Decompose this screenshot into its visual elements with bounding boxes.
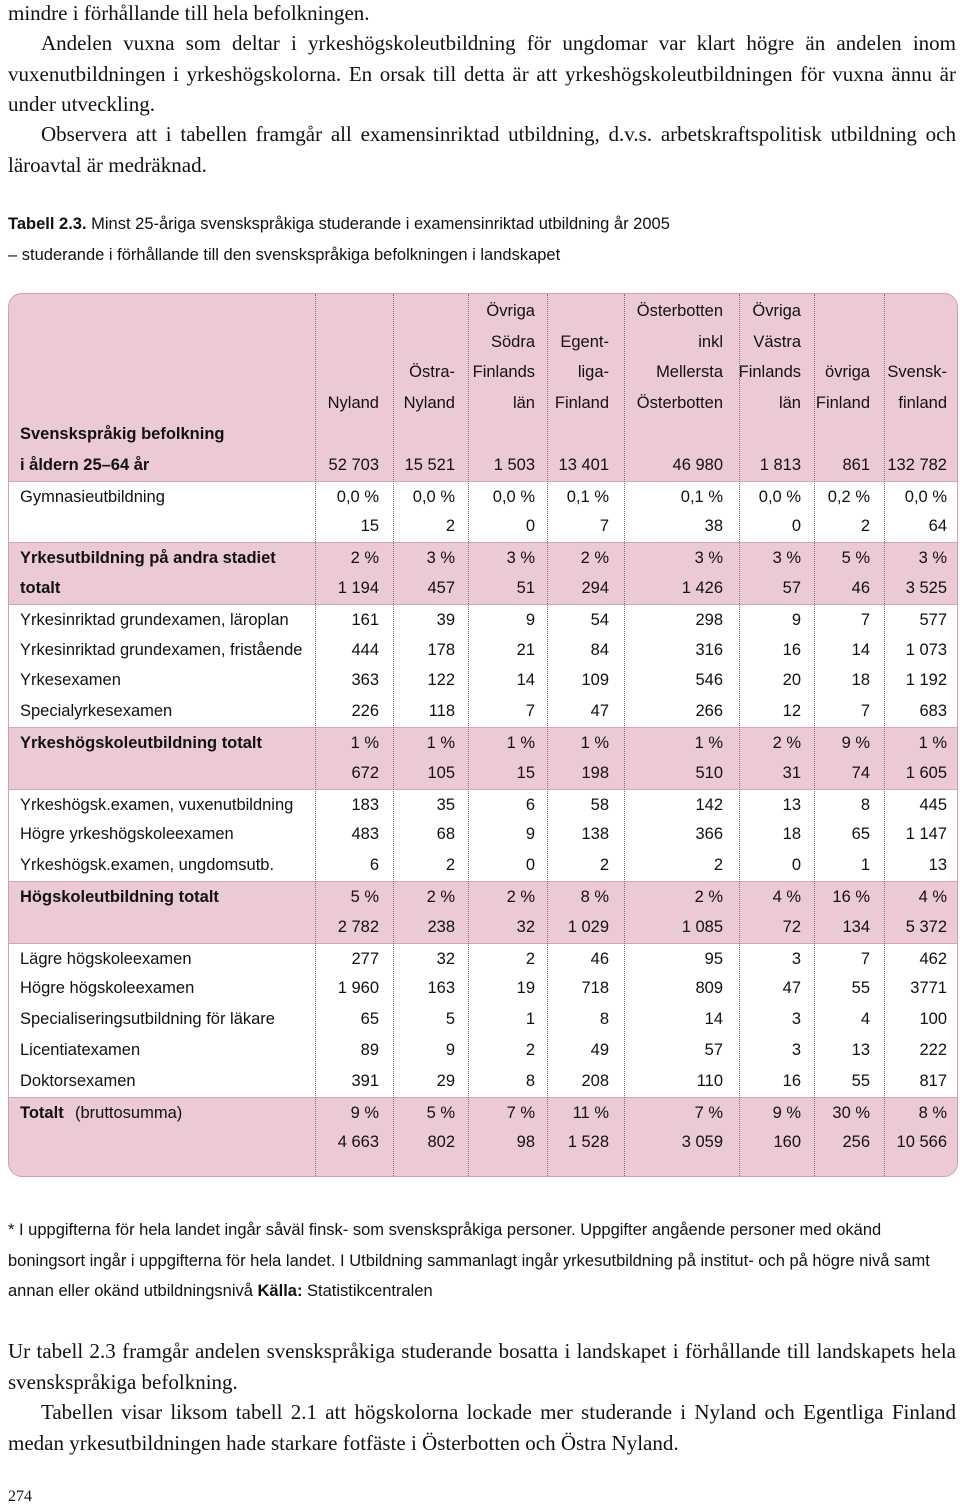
table-cell: 55 [851, 1071, 870, 1090]
table-cell: 1 [860, 856, 870, 875]
table-cell: 4 [860, 1010, 870, 1029]
column-divider [468, 294, 469, 1176]
table-cell: 64 [928, 517, 947, 536]
table-cell: 11 % [572, 1103, 609, 1122]
table-cell: 546 [695, 671, 723, 690]
column-divider [547, 294, 548, 1176]
table-cell: 4 % [772, 888, 801, 906]
table-cell: 8 [525, 1071, 535, 1090]
column-header [816, 294, 870, 419]
table-cell: 47 [782, 979, 801, 998]
table-cell: 238 [427, 917, 455, 936]
table-cell: 1 503 [493, 455, 535, 474]
table-cell: 1 073 [905, 640, 947, 659]
table-cell: 132 782 [887, 455, 947, 474]
table-cell: 38 [704, 517, 723, 536]
table-cell: 8 % [918, 1103, 947, 1122]
table-cell: 6 [369, 856, 379, 875]
table-cell: 21 [516, 640, 535, 659]
table-cell: 4 % [918, 888, 947, 906]
table-cell: 57 [704, 1041, 723, 1059]
table-cell: 366 [695, 825, 723, 844]
table-cell: 39 [436, 610, 455, 629]
table-cell: 110 [696, 1071, 723, 1090]
table-cell: 226 [351, 702, 379, 721]
table-cell: 1 % [506, 734, 535, 752]
column-header [328, 294, 379, 419]
table-cell: 809 [695, 979, 723, 998]
table-cell: 18 [782, 825, 801, 844]
table-cell: 7 [860, 702, 870, 721]
row-label: Yrkeshögskoleutbildning totalt [20, 734, 263, 752]
row-label: Yrkeshögsk.examen, vuxenutbildning [20, 795, 294, 814]
column-header-line: övriga [825, 363, 870, 382]
table-cell: 2 [713, 856, 723, 875]
table-cell: 2 % [350, 549, 379, 568]
column-header [739, 294, 801, 419]
page-number: 274 [8, 1488, 32, 1505]
intro-line: mindre i förhållande till hela befolkningen. [8, 1, 370, 25]
column-header-line: Södra [490, 332, 535, 351]
row-label: Specialyrkesexamen [20, 702, 173, 721]
column-divider [814, 294, 815, 1176]
table-cell: 3 [791, 949, 801, 968]
column-header [404, 294, 455, 419]
table-cell: 0,2 % [827, 487, 870, 506]
table-cell: 9 % [350, 1103, 379, 1122]
table-cell: 109 [581, 671, 609, 690]
row-label: Yrkesutbildning på andra stadiet [20, 549, 276, 568]
table-cell: 1 % [350, 734, 379, 752]
table-cell: 9 [791, 610, 801, 629]
table-cell: 32 [436, 949, 455, 968]
table-cell: 2 % [772, 734, 801, 752]
table-cell: 363 [351, 671, 379, 690]
table-cell: 15 521 [404, 455, 455, 474]
table-cell: 2 [445, 856, 455, 875]
table-cell: 2 [525, 949, 535, 968]
column-header-line: Mellersta [656, 363, 723, 382]
row-label: totalt [20, 579, 61, 597]
table-cell: 316 [695, 640, 723, 659]
table-cell: 462 [919, 949, 947, 968]
column-header-line: Österbotten [636, 394, 723, 413]
table-cell: 74 [851, 763, 870, 782]
table-cell: 2 % [580, 549, 609, 568]
table-cell: 2 [860, 517, 870, 536]
table-cell: 89 [360, 1041, 379, 1059]
table-cell: 0,0 % [904, 487, 947, 506]
table-caption [8, 209, 958, 240]
table-cell: 32 [516, 917, 535, 936]
statistics-table [8, 293, 958, 1177]
column-header-line: Österbotten [636, 301, 723, 320]
table-cell: 29 [436, 1071, 455, 1090]
table-cell: 0,0 % [336, 487, 379, 506]
intro-paragraph-note: Observera att i tabellen framgår all examensinriktad utbildning, d.v.s. arbetskraftspolitisk utbildning och läroavtal är medräknad. [8, 122, 956, 177]
table-cell: 802 [427, 1133, 455, 1152]
row-label: Yrkeshögsk.examen, ungdomsutb. [20, 856, 275, 875]
table-cell: 118 [428, 702, 455, 721]
table-cell: 47 [590, 702, 609, 721]
table-cell: 391 [351, 1071, 379, 1090]
row-label: Specialiseringsutbildning för läkare [20, 1010, 275, 1029]
table-cell: 13 [928, 856, 947, 875]
table-cell: 4 663 [337, 1133, 379, 1152]
table-cell: 5 % [426, 1103, 455, 1122]
table-cell: 100 [919, 1010, 947, 1029]
table-cell: 7 [599, 517, 609, 536]
table-cell: 1 528 [567, 1133, 609, 1152]
row-label: Högre högskoleexamen [20, 979, 195, 998]
table-cell: 8 % [580, 888, 609, 906]
row-label: Yrkesexamen [20, 671, 121, 690]
table-cell: 1 029 [567, 917, 609, 936]
table-cell: 718 [581, 979, 609, 998]
table-cell: 57 [782, 579, 801, 597]
table-cell: 0,0 % [492, 487, 535, 506]
table-cell: 58 [590, 795, 609, 814]
table-cell: 14 [516, 671, 535, 690]
table-cell: 1 960 [337, 979, 379, 998]
table-cell: 72 [782, 917, 801, 936]
table-cell: 577 [919, 610, 947, 629]
row-label: Högskoleutbildning totalt [20, 888, 219, 906]
table-cell: 13 [851, 1041, 870, 1059]
table-cell: 35 [436, 795, 455, 814]
table-cell: 6 [525, 795, 535, 814]
table-cell: 55 [851, 979, 870, 998]
table-cell: 5 % [841, 549, 870, 568]
table-cell: 18 [851, 671, 870, 690]
table-cell: 2 % [426, 888, 455, 906]
table-cell: 2 [599, 856, 609, 875]
table-cell: 15 [360, 517, 379, 536]
table-cell: 1 % [694, 734, 723, 752]
table-cell: 483 [351, 825, 379, 844]
table-cell: 3 [791, 1041, 801, 1059]
table-cell: 266 [695, 702, 723, 721]
column-header [555, 294, 609, 419]
table-cell: 14 [851, 640, 870, 659]
table-cell: 160 [773, 1133, 801, 1152]
row-label: i åldern 25–64 år [20, 455, 150, 474]
table-cell: 1 085 [681, 917, 723, 936]
row-label: Svenskspråkig befolkning [20, 425, 225, 443]
column-header-line: Finlands [738, 363, 801, 382]
table-cell: 19 [516, 979, 535, 998]
table-cell: 510 [695, 763, 723, 782]
table-cell: 163 [427, 979, 455, 998]
row-label-suffix: (bruttosumma) [75, 1103, 183, 1122]
table-cell: 1 147 [905, 825, 947, 844]
table-cell: 138 [581, 825, 609, 844]
column-divider [315, 294, 316, 1176]
table-cell: 65 [851, 825, 870, 844]
table-cell: 10 566 [896, 1133, 947, 1152]
table-cell: 3 059 [681, 1133, 723, 1152]
column-header-line: Finland [815, 394, 870, 413]
table-cell: 8 [599, 1010, 609, 1029]
table-cell: 9 [525, 825, 535, 844]
column-header-line: liga- [577, 363, 609, 382]
table-cell: 49 [590, 1041, 609, 1059]
table-caption-title: Minst 25-åriga svenskspråkiga studerande i examensinriktad utbildning år 2005 [86, 215, 670, 233]
table-cell: 9 [525, 610, 535, 629]
table-cell: 9 % [841, 734, 870, 752]
table-cell: 1 % [426, 734, 455, 752]
table-cell: 3 [791, 1010, 801, 1029]
source-label: Källa: [257, 1282, 303, 1300]
column-divider [739, 294, 740, 1176]
table-cell: 222 [919, 1041, 947, 1059]
table-cell: 2 % [694, 888, 723, 906]
table-cell: 52 703 [328, 455, 379, 474]
table-cell: 457 [427, 579, 455, 597]
table-cell: 3771 [910, 979, 947, 998]
table-cell: 31 [782, 763, 801, 782]
table-cell: 5 [445, 1010, 455, 1029]
column-header-line: Övriga [486, 301, 535, 320]
table-cell: 445 [919, 795, 947, 814]
table-cell: 7 [860, 949, 870, 968]
table-cell: 1 % [580, 734, 609, 752]
column-header-line: Svensk- [887, 363, 947, 382]
table-cell: 3 % [694, 549, 723, 568]
column-divider [393, 294, 394, 1176]
column-header-line: inkl [698, 332, 723, 351]
column-header [637, 294, 723, 419]
table-cell: 178 [427, 640, 455, 659]
table-cell: 2 782 [337, 917, 379, 936]
column-header-line: Finlands [472, 363, 535, 382]
column-header-line: Östra- [409, 363, 455, 382]
table-cell: 54 [590, 610, 609, 629]
table-cell: 30 % [832, 1103, 870, 1122]
table-cell: 3 % [426, 549, 455, 568]
table-cell: 817 [919, 1071, 947, 1090]
table-cell: 16 % [832, 888, 870, 906]
table-cell: 20 [782, 671, 801, 690]
column-header [473, 294, 535, 419]
table-cell: 13 401 [558, 455, 609, 474]
source-text: Statistikcentralen [302, 1282, 433, 1300]
column-header-line: län [512, 394, 535, 413]
table-cell: 0,0 % [758, 487, 801, 506]
table-cell: 1 194 [337, 579, 379, 597]
column-divider [884, 294, 885, 1176]
table-cell: 3 525 [905, 579, 947, 597]
table-cell: 98 [516, 1133, 535, 1152]
table-cell: 294 [581, 579, 609, 597]
table-cell: 3 % [772, 549, 801, 568]
table-cell: 68 [436, 825, 455, 844]
table-cell: 0 [525, 856, 535, 875]
table-cell: 683 [919, 702, 947, 721]
column-header-line: Övriga [752, 301, 801, 320]
table-cell: 13 [782, 795, 801, 814]
table-cell: 1 % [918, 734, 947, 752]
table-cell: 15 [516, 763, 535, 782]
table-cell: 65 [360, 1010, 379, 1029]
table-cell: 5 % [350, 888, 379, 906]
intro-paragraph: Andelen vuxna som deltar i yrkeshögskoleutbildning för ungdomar var klart högre än andelen inom vuxenutbildningen i yrkeshögskolorna. En orsak till detta är att yrkeshögskoleutbildningen för vuxna ännu är under utveckling. [8, 31, 956, 116]
row-label: Yrkesinriktad grundexamen, läroplan [20, 610, 289, 629]
table-footnote [8, 1215, 958, 1307]
table-cell: 95 [704, 949, 723, 968]
column-divider [624, 294, 625, 1176]
table-cell: 5 372 [905, 917, 947, 936]
outro-paragraph: Ur tabell 2.3 framgår andelen svenskspråkiga studerande bosatta i landskapet i förhållande till landskapets hela svenskspråkiga befolkning. [8, 1339, 956, 1394]
table-cell: 14 [704, 1010, 723, 1029]
table-cell: 7 % [694, 1103, 723, 1122]
row-label: Licentiatexamen [20, 1041, 141, 1059]
table-cell: 12 [782, 702, 801, 721]
footnote-text: * I uppgifterna för hela landet ingår såväl finsk- som svenskspråkiga personer. Uppgifter angående personer med okänd boningsort ingår i uppgifterna för hela landet. I Utbildning sammanlagt ingår yrkesutbildning på institut- och på högre nivå samt annan eller okänd utbildningsnivå [8, 1221, 930, 1300]
column-header [887, 294, 947, 419]
table-cell: 672 [351, 763, 379, 782]
table-cell: 16 [782, 640, 801, 659]
table-cell: 183 [351, 795, 379, 814]
table-cell: 122 [427, 671, 455, 690]
table-cell: 0 [791, 517, 801, 536]
table-cell: 444 [351, 640, 379, 659]
column-header-line: Egent- [560, 332, 609, 351]
row-label: Yrkesinriktad grundexamen, fristående [20, 640, 303, 659]
table-cell: 9 % [772, 1103, 801, 1122]
table-cell: 3 % [918, 549, 947, 568]
table-cell: 105 [427, 763, 455, 782]
table-cell: 9 [445, 1041, 455, 1059]
table-cell: 0 [525, 517, 535, 536]
table-cell: 46 980 [672, 455, 723, 474]
table-cell: 2 [525, 1041, 535, 1059]
table-cell: 0,1 % [680, 487, 723, 506]
row-label: Doktorsexamen [20, 1071, 136, 1090]
column-header-line: Finland [554, 394, 609, 413]
table-cell: 16 [782, 1071, 801, 1090]
table-cell: 0,1 % [566, 487, 609, 506]
table-cell: 7 [525, 702, 535, 721]
table-subtitle: – studerande i förhållande till den svenskspråkiga befolkningen i landskapet [8, 246, 561, 264]
table-cell: 2 [445, 517, 455, 536]
table-cell: 1 [525, 1010, 535, 1029]
table-cell: 256 [842, 1133, 870, 1152]
row-label: Lägre högskoleexamen [20, 949, 192, 968]
table-cell: 46 [851, 579, 870, 597]
column-header-line: Nyland [327, 394, 379, 413]
table-cell: 0,0 % [412, 487, 455, 506]
row-label: Totalt [20, 1103, 64, 1122]
table-cell: 2 % [506, 888, 535, 906]
table-cell: 0 [791, 856, 801, 875]
table-cell: 298 [695, 610, 723, 629]
table-cell: 198 [581, 763, 609, 782]
table-cell: 46 [590, 949, 609, 968]
table-cell: 861 [842, 455, 870, 474]
row-label: Gymnasieutbildning [20, 487, 165, 506]
table-cell: 1 813 [759, 455, 801, 474]
outro-paragraph-conclusion: Tabellen visar liksom tabell 2.1 att högskolorna lockade mer studerande i Nyland och Egentliga Finland medan yrkesutbildningen hade starkare fotfäste i Österbotten och Östra Nyland. [8, 1400, 956, 1455]
column-header-line: Nyland [403, 394, 455, 413]
table-cell: 161 [351, 610, 379, 629]
table-cell: 134 [842, 917, 870, 936]
column-header-line: finland [898, 394, 947, 413]
row-label: Högre yrkeshögskoleexamen [20, 825, 234, 844]
table-cell: 1 605 [905, 763, 947, 782]
table-cell: 51 [516, 579, 535, 597]
table-cell: 277 [351, 949, 379, 968]
column-header-line: län [778, 394, 801, 413]
table-cell: 142 [695, 795, 723, 814]
column-header-line: Västra [753, 332, 801, 351]
table-cell: 1 426 [681, 579, 723, 597]
table-cell: 208 [581, 1071, 609, 1090]
table-cell: 1 192 [905, 671, 947, 690]
table-cell: 8 [860, 795, 870, 814]
table-cell: 3 % [506, 549, 535, 568]
table-cell: 7 % [506, 1103, 535, 1122]
table-cell: 84 [590, 640, 609, 659]
table-caption-label: Tabell 2.3. [8, 215, 87, 233]
table-cell: 7 [860, 610, 870, 629]
